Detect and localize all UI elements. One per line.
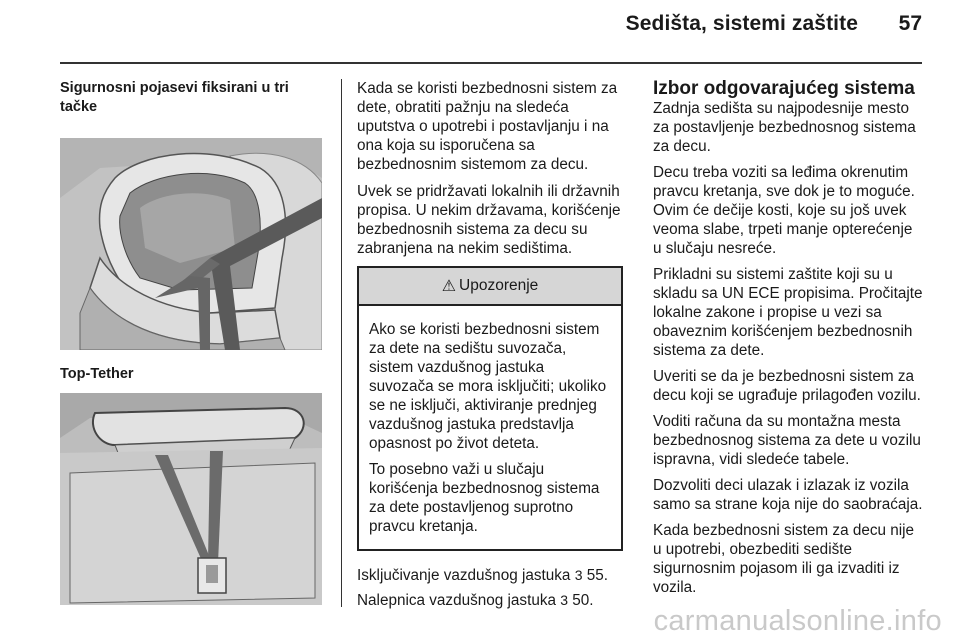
reference-text: Nalepnica vazdušnog jastuka [357,592,556,609]
top-tether-illustration [60,393,322,605]
column-divider [341,79,342,607]
paragraph: Dozvoliti deci ulazak i izlazak iz vozila samo sa strane koja nije do saobraćaja. [653,477,923,513]
header-title: Sedišta, sistemi zaštite [625,12,858,35]
header-divider [60,62,922,64]
cross-reference[interactable] [357,566,623,585]
page-number: 57 [898,12,922,35]
warning-title: Upozorenje [459,277,539,294]
reference-page: 55. [586,567,608,584]
page-arrow-icon: 3 [574,567,583,583]
warning-paragraph: Ako se koristi bezbednosni sistem za dete na sedištu suvozača, sistem vazdušnog jastuka suvozača se mora isključiti; ukoliko se ne isključi, aktiviranje prednjeg vazdušnog jastuka predstavlja opasnost po život deteta. [369,321,607,452]
warning-paragraph: To posebno važi u slučaju korišćenja bezbednosnog sistema za dete postavljenog suprotno pravcu kretanja. [369,461,600,535]
top-tether-heading: Top-Tether [60,366,134,382]
paragraph: Voditi računa da su montažna mesta bezbednosnog sistema za dete u vozilu ispravna, vidi sledeće tabele. [653,413,921,468]
paragraph: Uvek se pridržavati lokalnih ili državnih propisa. U nekim državama, korišćenje bezbednosnih sistema za decu su zabranjena na nekim sedištima. [357,183,621,257]
paragraph: Prikladni su sistemi zaštite koji su u skladu sa UN ECE propisima. Pročitajte lokalne zakone i propise u vezi sa obaveznim korišćenjem bezbednosnih sistema za dete. [653,266,923,359]
top-tether-drawing [60,393,322,605]
warning-header [359,268,621,306]
right-column [653,79,923,604]
cross-reference[interactable] [357,591,623,610]
child-seat-illustration [60,138,322,350]
paragraph: Uveriti se da je bezbednosni sistem za decu koji se ugrađuje prilagođen vozilu. [653,368,921,404]
left-column [60,79,322,605]
three-point-belt-heading: Sigurnosni pojasevi fiksirani u tri tačke [60,80,289,115]
paragraph: Zadnja sedišta su najpodesnije mesto za postavljenje bezbednosnog sistema za decu. [653,100,916,155]
reference-page: 50. [572,592,594,609]
middle-column [357,79,623,616]
reference-text: Isključivanje vazdušnog jastuka [357,567,571,584]
warning-triangle-icon: ⚠ [441,278,457,295]
warning-box [357,266,623,551]
watermark: carmanualsonline.info [653,605,942,637]
paragraph: Decu treba voziti sa leđima okrenutim pravcu kretanja, sve dok je to moguće. Ovim će dečije kosti, koje su još uvek veoma slabe, trpeti manje opterećenje u slučaju nesreće. [653,164,915,257]
section-heading: Izbor odgovarajućeg sistema [653,78,915,99]
cross-references [357,566,623,610]
child-seat-drawing [60,138,322,350]
paragraph: Kada se koristi bezbednosni sistem za dete, obratiti pažnju na sledeća uputstva o upotrebi i postavljanju i na ona koja su isporučena sa bezbednosnim sistemom za decu. [357,80,618,173]
page-arrow-icon: 3 [560,592,569,608]
paragraph: Kada bezbednosni sistem za decu nije u upotrebi, obezbediti sedište sigurnosnim pojasom ili ga izvaditi iz vozila. [653,522,915,596]
warning-body [359,306,621,549]
